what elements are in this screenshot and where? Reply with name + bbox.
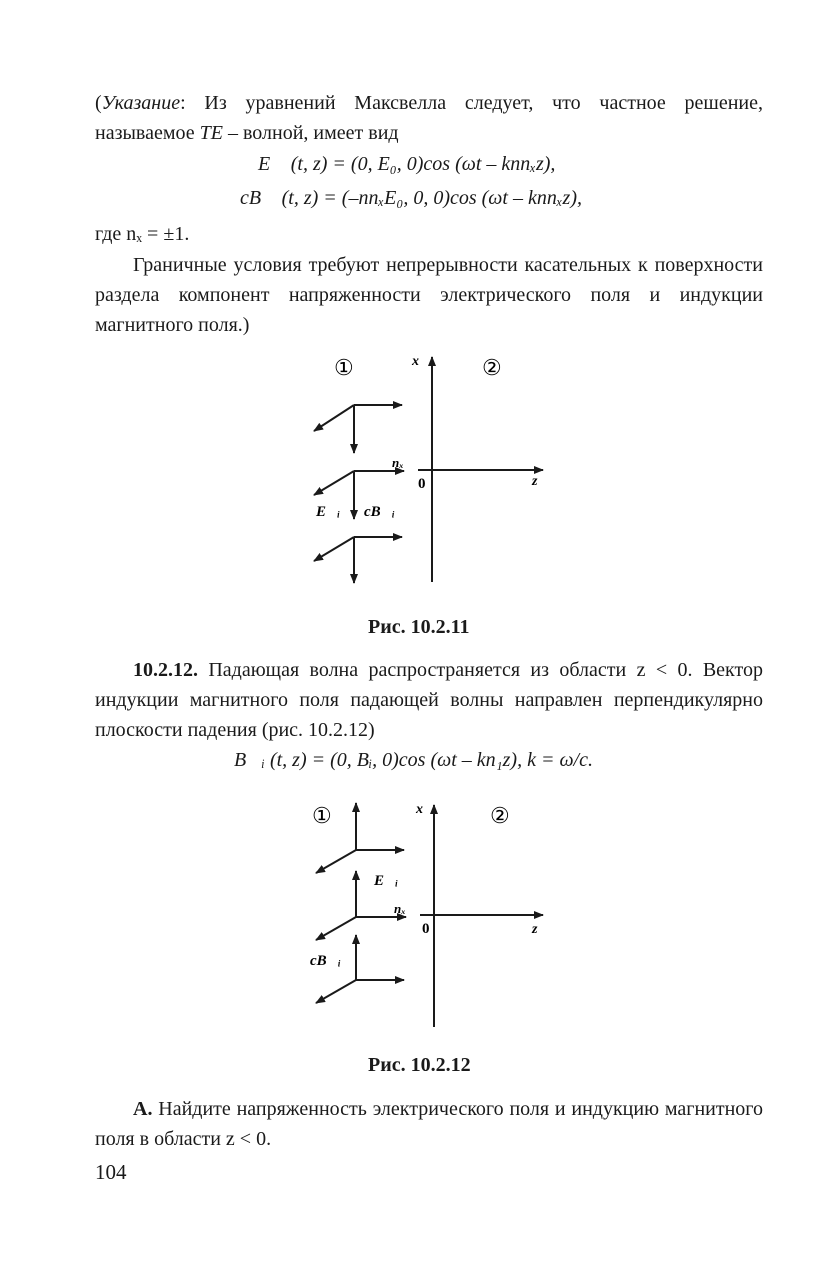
- hint-paragraph: [95, 88, 763, 148]
- b-vector-label: cB⃗ᵢ: [364, 504, 395, 520]
- normal-label: nₓ: [392, 455, 404, 470]
- equation-b: cB⃗ (t, z) = (–nnₓE₀, 0, 0)cos (ωt – knnₓz),: [240, 187, 582, 209]
- boundary-paragraph: Граничные условия требуют непрерывности касательных к поверхности раздела компонент напряженности электрического поля и индукции магнитного поля.): [95, 254, 763, 336]
- equation-incident-b: B⃗ᵢ (t, z) = (0, Bᵢ, 0)cos (ωt – kn₁z), k = ω/c.: [234, 749, 593, 771]
- equation-e: E⃗ (t, z) = (0, E₀, 0)cos (ωt – knnₓz),: [258, 153, 556, 175]
- e-vector-label: E⃗ᵢ: [374, 873, 399, 889]
- hint-lead: Указание: [101, 92, 181, 114]
- field-triad-3: [316, 935, 404, 1003]
- normal-label: nₓ: [394, 901, 406, 916]
- origin-label: 0: [422, 921, 430, 937]
- origin-label: 0: [418, 476, 426, 492]
- region-1-label: ①: [312, 803, 332, 828]
- figure-10-2-12: [300, 795, 560, 1030]
- e-vector-label: E⃗ᵢ: [316, 504, 341, 520]
- task-text: Найдите напряженность электрического поля и индукцию магнитного поля в области z < 0.: [95, 1098, 763, 1150]
- figure-10-2-11: [300, 345, 560, 590]
- problem-number: 10.2.12.: [133, 659, 198, 681]
- task-paragraph: [95, 1094, 763, 1154]
- hint-prefix: (: [95, 92, 102, 114]
- task-letter: А.: [133, 1098, 153, 1120]
- problem-text: Падающая волна распространяется из области z < 0. Вектор индукции магнитного поля падающей волны направлен перпендикулярно плоскости падения (рис. 10.2.12): [95, 659, 763, 741]
- where-line: где nₓ = ±1.: [95, 223, 190, 245]
- figure-caption-2: Рис. 10.2.12: [368, 1054, 471, 1076]
- figure-caption-1: Рис. 10.2.11: [368, 616, 470, 638]
- hint-text2: – волной, имеет вид: [222, 122, 399, 144]
- z-axis-label: z: [532, 922, 538, 937]
- problem-paragraph: [95, 655, 763, 745]
- x-axis-label: x: [416, 802, 423, 817]
- b-vector-label: cB⃗ᵢ: [310, 953, 341, 969]
- field-triad-1: [314, 405, 402, 453]
- te-term: TE: [199, 122, 223, 144]
- hint-text: : Из уравнений Максвелла следует, что частное решение, называемое: [95, 92, 763, 144]
- field-triad-3: [314, 537, 402, 583]
- region-2-label: ②: [490, 803, 510, 828]
- region-2-label: ②: [482, 355, 502, 380]
- page-number: 104: [95, 1160, 127, 1184]
- region-1-label: ①: [334, 355, 354, 380]
- x-axis-label: x: [412, 354, 419, 369]
- z-axis-label: z: [532, 474, 538, 489]
